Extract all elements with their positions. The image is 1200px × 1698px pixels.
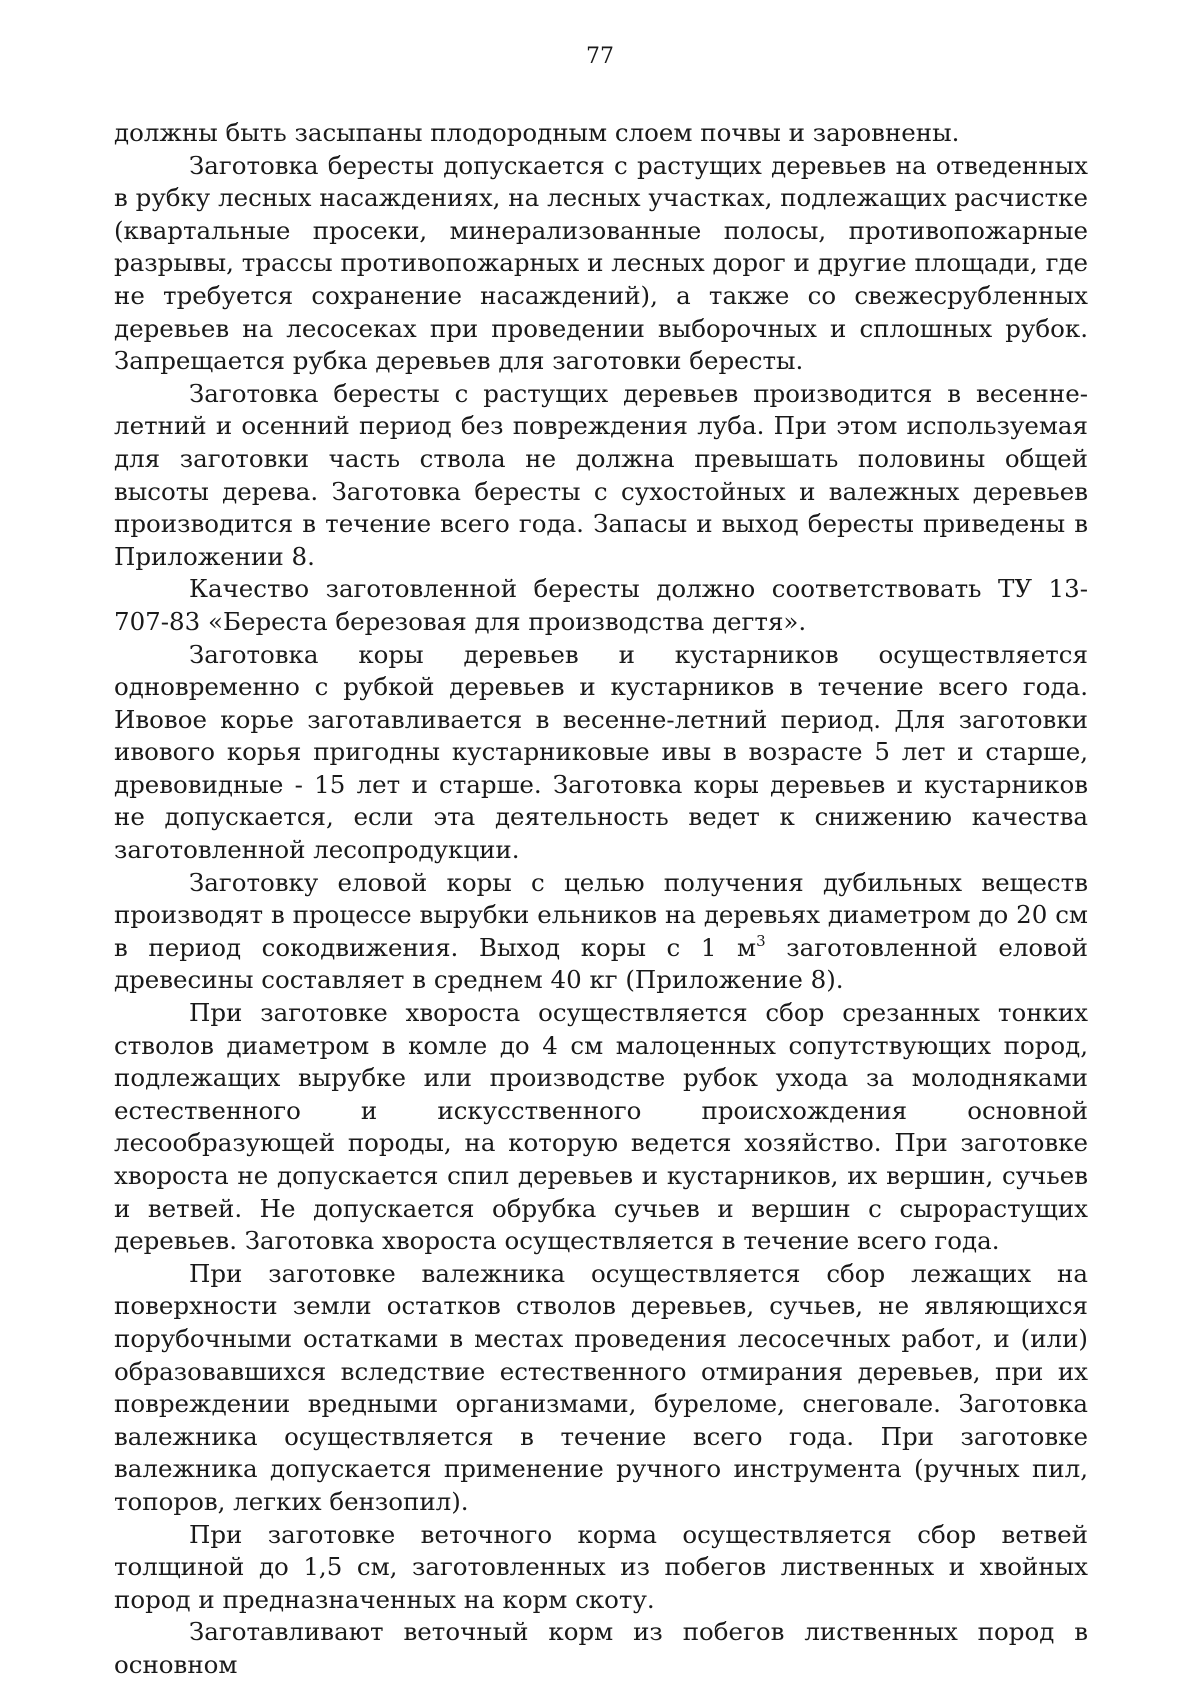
paragraph-5: Заготовка коры деревьев и кустарников осуществляется одновременно с рубкой деревьев и кустарников в течение всего года. Ивовое корье заготавливается в весенне-летний период. Для заготовки ивового корья пригодны кустарниковые ивы в возрасте 5 лет и старше, древовидные - 15 лет и старше. Заготовка коры деревьев и кустарников не допускается, если эта деятельность ведет к снижению качества заготовленной лесопродукции. <box>114 639 1088 865</box>
paragraph-8: При заготовке валежника осуществляется сбор лежащих на поверхности земли остатков стволов деревьев, сучьев, не являющихся порубочными остатками в местах проведения лесосечных работ, и (или) образовавшихся вследствие естественного отмирания деревьев, при их повреждении вредными организмами, буреломе, снеговале. Заготовка валежника осуществляется в течение всего года. При заготовке валежника допускается применение ручного инструмента (ручных пил, топоров, легких бензопил). <box>114 1258 1088 1516</box>
page-number: 77 <box>586 44 614 69</box>
paragraph-10: Заготавливают веточный корм из побегов лиственных пород в основном <box>114 1617 1088 1679</box>
body-text <box>114 117 1088 1682</box>
paragraph-4: Качество заготовленной бересты должно соответствовать ТУ 13-707-83 «Береста березовая для производства дегтя». <box>114 574 1088 636</box>
paragraph-7: При заготовке хвороста осуществляется сбор срезанных тонких стволов диаметром в комле до 4 см малоценных сопутствующих пород, подлежащих вырубке или производстве рубок ухода за молодняками естественного и искусственного происхождения основной лесообразующей породы, на которую ведется хозяйство. При заготовке хвороста не допускается спил деревьев и кустарников, их вершин, сучьев и ветвей. Не допускается обрубка сучьев и вершин с сырорастущих деревьев. Заготовка хвороста осуществляется в течение всего года. <box>114 998 1088 1256</box>
paragraph-2: Заготовка бересты допускается с растущих деревьев на отведенных в рубку лесных насаждениях, на лесных участках, подлежащих расчистке (квартальные просеки, минерализованные полосы, противопожарные разрывы, трассы противопожарных и лесных дорог и другие площади, где не требуется сохранение насаждений), а также со свежесрубленных деревьев на лесосеках при проведении выборочных и сплошных рубок. Запрещается рубка деревьев для заготовки бересты. <box>114 150 1088 376</box>
paragraph-3: Заготовка бересты с растущих деревьев производится в весенне-летний и осенний период без повреждения луба. При этом используемая для заготовки часть ствола не должна превышать половины общей высоты дерева. Заготовка бересты с сухостойных и валежных деревьев производится в течение всего года. Запасы и выход бересты приведены в Приложении 8. <box>114 378 1088 571</box>
paragraph-6-text-after: заготовленной еловой древесины составляет в среднем 40 кг (Приложение 8). <box>114 932 1089 995</box>
paragraph-1: должны быть засыпаны плодородным слоем почвы и заровнены. <box>114 118 960 147</box>
superscript-cubic: 3 <box>756 931 766 950</box>
paragraph-6 <box>114 867 1088 997</box>
paragraph-9: При заготовке веточного корма осуществляется сбор ветвей толщиной до 1,5 см, заготовленных из побегов лиственных и хвойных пород и предназначенных на корм скоту. <box>114 1519 1088 1614</box>
paragraph-6-text-before: Заготовку еловой коры с целью получения дубильных веществ производят в процессе вырубки ельников на деревьях диаметром до 20 см в период сокодвижения. Выход коры с 1 м <box>114 867 1088 962</box>
